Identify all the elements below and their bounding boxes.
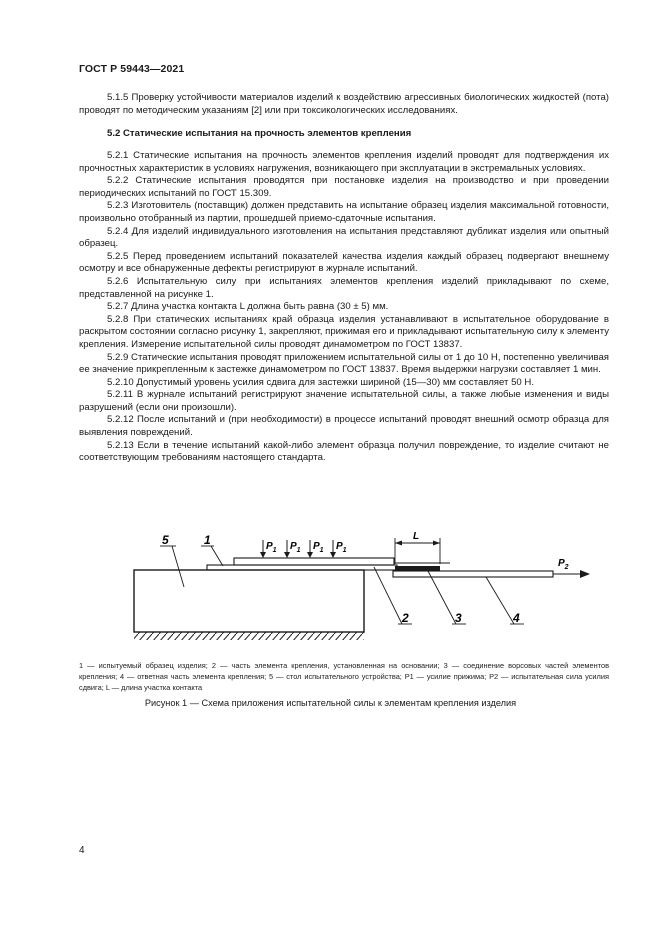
p2-label: $P_2$ [558, 558, 569, 571]
section-title: 5.2 Статические испытания на прочность элементов крепления [107, 128, 412, 139]
p1-label: $P_1$ [336, 541, 347, 554]
page-number: 4 [79, 845, 85, 856]
callout-4: 4 [513, 611, 520, 625]
pile-connection [395, 566, 440, 571]
paragraph-5-2-4: 5.2.4 Для изделий индивидуального изготовления на испытания представляют дубликат изделия или опытный образец. [79, 225, 609, 250]
paragraph-5-2-3: 5.2.3 Изготовитель (поставщик) должен представить на испытание образец изделия максимальной готовности, произвольно отобранный из партии, прошедшей приемо-сдаточные испытания. [79, 200, 609, 224]
paragraph-5-2-5: 5.2.5 Перед проведением испытаний показателей качества изделия каждый образец подвергают внешнему осмотру и все обнаруженные дефекты регистрируют в журнале испытаний. [79, 250, 609, 275]
callout-3: 3 [455, 611, 462, 625]
callout-2: 2 [402, 611, 409, 625]
paragraph-5-2-13: 5.2.13 Если в течение испытаний какой-либо элемент образца получил повреждение, то изделие считают не соответствующим требованиям настоящего стандарта. [79, 439, 609, 464]
fastener-base-part [207, 565, 397, 570]
paragraph-5-2-1: 5.2.1 Статические испытания на прочность элементов крепления изделий проводят для подтверждения их прочностных характеристик в условиях нагружения, возникающего при эксплуатации в экстремальных условиях. [79, 150, 609, 174]
standard-header: ГОСТ Р 59443—2021 [79, 63, 185, 75]
paragraph-5-2-6: 5.2.6 Испытательную силу при испытаниях элементов крепления изделий прикладывают по схеме, представленной на рисунке 1. [79, 275, 609, 300]
l-dim-arrow-right [433, 541, 440, 546]
p2-arrowhead [580, 570, 590, 578]
p1-label: $P_1$ [290, 541, 301, 554]
test-table [134, 570, 364, 632]
p1-label: $P_1$ [266, 541, 277, 554]
test-specimen [234, 558, 394, 565]
paragraph-text: 5.1.5 Проверку устойчивости материалов изделий к воздействию агрессивных биологических жидкостей (пота) проводят по методическим указаниям [2] или при токсикологических исследованиях. [79, 92, 609, 116]
paragraph-5-2-7: 5.2.7 Длина участка контакта L должна быть равна (30 ± 5) мм. [107, 301, 389, 313]
paragraph-5-2-10: 5.2.10 Допустимый уровень усилия сдвига для застежки шириной (15—30) мм составляет 50 Н. [107, 376, 535, 388]
paragraph-5-2-11: 5.2.11 В журнале испытаний регистрируют значение испытательной силы, а также любые изменения и виды разрушений (если они произошли). [79, 389, 609, 413]
paragraph-5-2-2: 5.2.2 Статические испытания проводятся при постановке изделия на производство и при проведении периодических испытаний по ГОСТ 15.309. [79, 175, 609, 199]
figure-title: Рисунок 1 — Схема приложения испытательной силы к элементам крепления изделия [144, 698, 517, 708]
paragraph-5-2-8: 5.2.8 При статических испытаниях край образца изделия устанавливают в испытательное оборудование в раскрытом состоянии согласно рисунку 1, закрепляют, прижимая его и прикладывают испытательную силу к элементу крепления. Измерение испытательной силы проводят динамометром по ГОСТ 13837. [79, 313, 609, 350]
callout-1: 1 [204, 533, 211, 547]
table-ground-hatch [134, 632, 364, 640]
callout-5: 5 [162, 533, 169, 547]
paragraph-5-1-5 [79, 92, 609, 117]
paragraph-5-2-9: 5.2.9 Статические испытания проводят приложением испытательной силы от 1 до 10 Н, постепенно увеличивая ее значение прикрепленным к застежке динамометром по ГОСТ 13837. Время выдержки нагрузки составляет 1 мин. [79, 351, 609, 376]
p1-label: $P_1$ [313, 541, 324, 554]
figure-1-diagram [110, 530, 620, 650]
fastener-counterpart [393, 571, 553, 577]
paragraph-5-2-12: 5.2.12 После испытаний и (при необходимости) в процессе испытаний проводят внешний осмотр образца для выявления повреждений. [79, 414, 609, 439]
section-body [79, 150, 609, 465]
l-label: L [413, 531, 420, 542]
l-dim-arrow-left [395, 541, 402, 546]
figure-legend: 1 — испытуемый образец изделия; 2 — часть элемента крепления, установленная на основании; 3 — соединение ворсовых частей элементов крепления; 4 — ответная часть элемента крепления; 5 — стол испытательного устройства; P1 — усилие прижима; P2 — испытательная сила усилия сдвига; L — длина участка контакта [79, 661, 609, 692]
